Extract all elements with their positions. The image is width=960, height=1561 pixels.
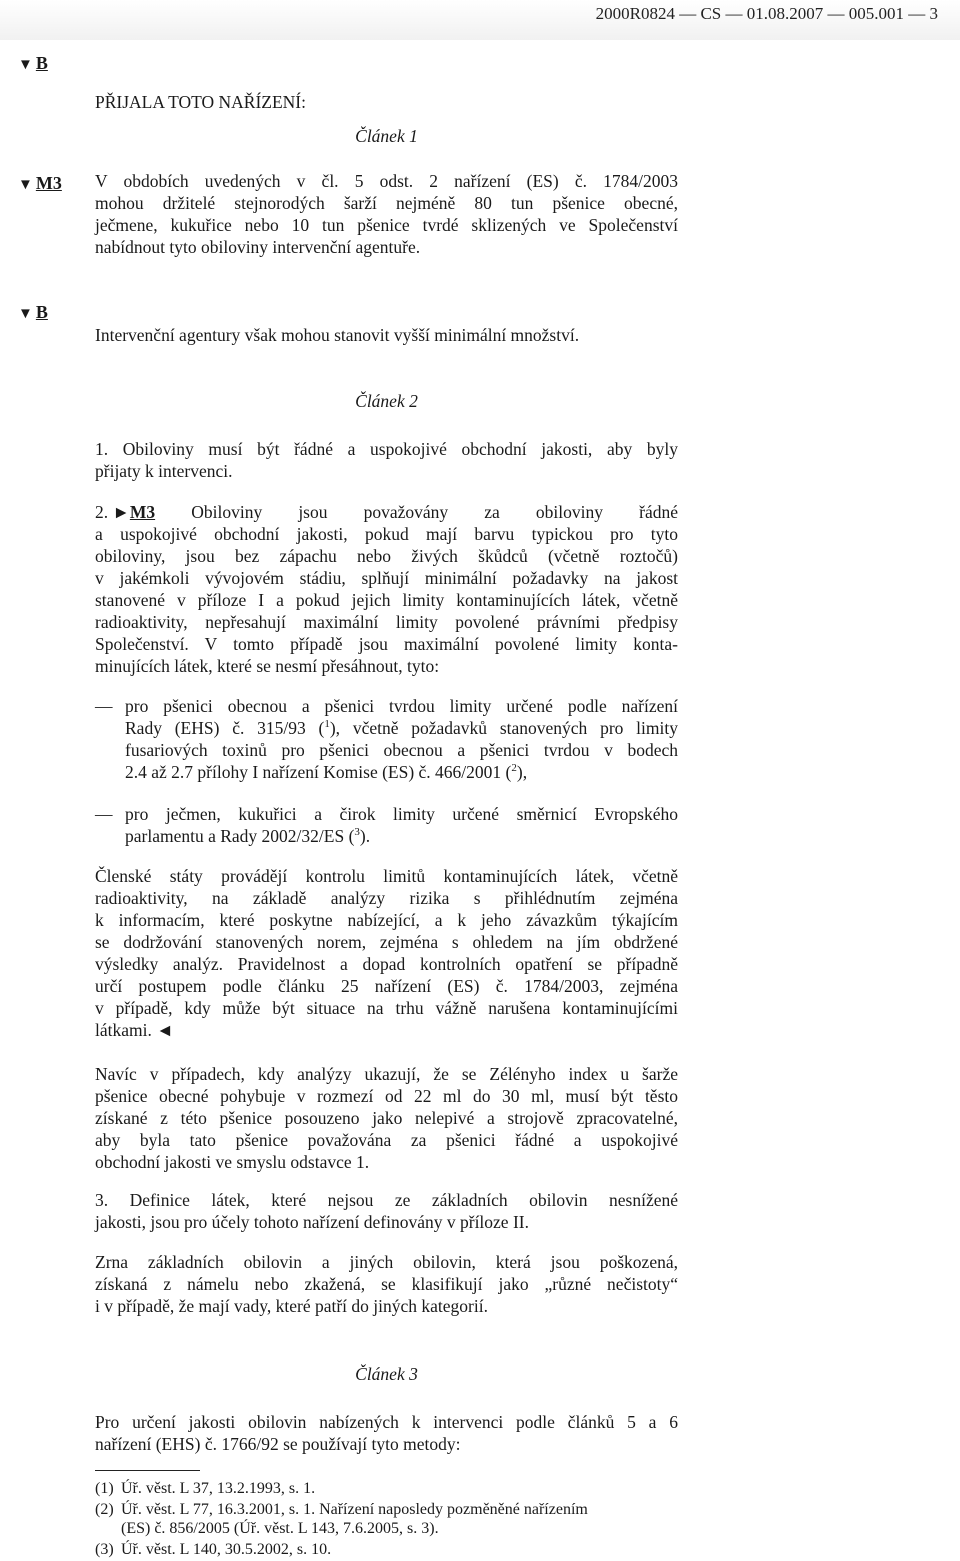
text-line: Navíc v případech, kdy analýzy ukazují, že se Zélényho index u šarže bbox=[95, 1064, 678, 1084]
text-line: pro pšenici obecnou a pšenici tvrdou limity určené podle nařízení bbox=[125, 696, 678, 716]
text-line: V obdobích uvedených v čl. 5 odst. 2 nařízení (ES) č. 1784/2003 bbox=[95, 171, 678, 191]
text-line: i v případě, že mají vady, které patří do jiných kategorií. bbox=[95, 1296, 488, 1316]
text-segment: Rady (EHS) č. 315/93 ( bbox=[125, 718, 325, 738]
text-line: (ES) č. 856/2005 (Úř. věst. L 143, 7.6.2005, s. 3). bbox=[121, 1520, 439, 1537]
paragraph-number: 2. bbox=[95, 502, 113, 522]
list-item bbox=[95, 695, 678, 783]
text-segment: ), včetně požadavků stanovených pro limity bbox=[329, 718, 678, 738]
amendment-marker-m3 bbox=[18, 172, 62, 196]
triangle-down-icon: ▼ bbox=[18, 177, 33, 193]
text-line bbox=[125, 717, 678, 739]
text-line: 1. Obiloviny musí být řádné a uspokojivé obchodní jakosti, aby byly bbox=[95, 439, 678, 459]
article-2-paragraph-5 bbox=[95, 1189, 678, 1233]
text-line: radioaktivity, na základě analýzy rizika s přihlédnutím zejména bbox=[95, 888, 678, 908]
text-segment: látkami. bbox=[95, 1020, 152, 1040]
text-segment: Obiloviny jsou považovány za obiloviny řádné bbox=[155, 502, 678, 522]
footnote-ref[interactable]: 2 bbox=[511, 762, 517, 775]
footnote-divider bbox=[95, 1470, 200, 1471]
text-line: výsledky analýz. Pravidelnost a dopad kontrolních opatření se případně bbox=[95, 954, 678, 974]
marker-code: B bbox=[35, 302, 48, 322]
text-segment: ). bbox=[359, 826, 371, 846]
text-line: pšenice obecné pohybuje v rozmezí od 22 ml do 30 ml, musí být těsto bbox=[95, 1086, 678, 1106]
triangle-down-icon: ▼ bbox=[18, 306, 33, 322]
text-line bbox=[125, 825, 678, 847]
footnote bbox=[95, 1479, 695, 1498]
footnote-ref[interactable]: 3 bbox=[354, 826, 360, 839]
article-1-title: Článek 1 bbox=[355, 126, 418, 146]
text-line: stanovené v příloze I a pokud jejich limity kontaminujících látek, včetně bbox=[95, 590, 678, 610]
text-line: pro ječmen, kukuřici a čirok limity určené směrnicí Evropského bbox=[125, 804, 678, 824]
article-2-paragraph-3 bbox=[95, 865, 678, 1041]
text-line: Úř. věst. L 37, 13.2.1993, s. 1. bbox=[121, 1480, 316, 1497]
article-3-title: Článek 3 bbox=[355, 1364, 418, 1384]
text-line bbox=[95, 501, 678, 523]
footnote-text bbox=[121, 1479, 691, 1498]
text-line: a uspokojivé obchodní jakosti, pokud mají barvu typickou pro tyto bbox=[95, 524, 678, 544]
text-line: obiloviny, jsou bez zápachu nebo živých škůdců (včetně roztočů) bbox=[95, 546, 678, 566]
text-line: radioaktivity, nepřesahují maximální limity povolené právními předpisy bbox=[95, 612, 678, 632]
text-segment: ), bbox=[516, 762, 528, 782]
dash-bullet: — bbox=[95, 804, 113, 824]
amendment-link-m3[interactable]: M3 bbox=[129, 502, 156, 522]
footnote-mark: (2) bbox=[95, 1501, 114, 1518]
text-line: mohou držitelé stejnorodých šarží nejméně 80 tun pšenice obecné, bbox=[95, 193, 678, 213]
text-line: v jakémkoli vývojovém stádiu, splňují minimální požadavky na jakost bbox=[95, 568, 678, 588]
arrow-left-icon: ◄ bbox=[156, 1020, 174, 1040]
list-item-text bbox=[125, 695, 678, 783]
footnote-text bbox=[121, 1500, 691, 1538]
text-line: minujících látek, které se nesmí přesáhnout, tyto: bbox=[95, 656, 440, 676]
text-line: fusariových toxinů pro pšenici obecnou a pšenici tvrdou v bodech bbox=[125, 740, 678, 760]
text-segment: parlamentu a Rady 2002/32/ES ( bbox=[125, 826, 355, 846]
text-line: ječmene, kukuřice nebo 10 tun pšenice tvrdé sklizených ve Společenství bbox=[95, 215, 678, 235]
article-3-paragraph-1 bbox=[95, 1411, 678, 1455]
text-line: Zrna základních obilovin a jiných obilovin, která jsou poškozená, bbox=[95, 1252, 678, 1272]
article-2-title: Článek 2 bbox=[355, 391, 418, 411]
footnote-text bbox=[121, 1540, 691, 1559]
footnote-ref[interactable]: 1 bbox=[324, 718, 330, 731]
text-line: jakosti, jsou pro účely tohoto nařízení definovány v příloze II. bbox=[95, 1212, 529, 1232]
text-line: přijaty k intervenci. bbox=[95, 461, 233, 481]
article-1-paragraph-2: Intervenční agentury však mohou stanovit vyšší minimální množství. bbox=[95, 325, 580, 345]
amendment-marker-b bbox=[18, 52, 48, 76]
text-line: k informacím, které poskytne nabízející, a k jeho závazkům týkajícím bbox=[95, 910, 678, 930]
text-line: Úř. věst. L 77, 16.3.2001, s. 1. Nařízení naposledy pozměněné nařízením bbox=[121, 1501, 588, 1518]
footnote bbox=[95, 1540, 695, 1559]
text-line: získané z této pšenice posouzeno jako nelepivé a strojově zpracovatelné, bbox=[95, 1108, 678, 1128]
text-line: určí postupem podle článku 25 nařízení (ES) č. 1784/2003, zejména bbox=[95, 976, 678, 996]
text-line: Členské státy provádějí kontrolu limitů kontaminujících látek, včetně bbox=[95, 866, 678, 886]
article-2-paragraph-4 bbox=[95, 1063, 678, 1173]
triangle-down-icon: ▼ bbox=[18, 57, 33, 73]
marker-code: B bbox=[35, 53, 48, 73]
text-line: obchodní jakosti ve smyslu odstavce 1. bbox=[95, 1152, 370, 1172]
page-header bbox=[0, 0, 960, 40]
text-line: se dodržování stanovených norem, zejména s ohledem na jím obdržené bbox=[95, 932, 678, 952]
text-line: nařízení (EHS) č. 1766/92 se používají tyto metody: bbox=[95, 1434, 461, 1454]
footnote bbox=[95, 1500, 695, 1538]
list-item-text bbox=[125, 803, 678, 847]
text-line bbox=[125, 761, 678, 783]
text-line: aby byla tato pšenice považována za pšenici řádné a uspokojivé bbox=[95, 1130, 678, 1150]
text-line: v případě, kdy může být situace na trhu vážně narušena kontaminujícími bbox=[95, 998, 678, 1018]
text-line: 3. Definice látek, které nejsou ze základních obilovin nesnížené bbox=[95, 1190, 678, 1210]
text-line: nabídnout tyto obiloviny intervenční agentuře. bbox=[95, 237, 421, 257]
amendment-marker-b bbox=[18, 301, 48, 325]
text-line: Společenství. V tomto případě jsou maximální povolené limity konta- bbox=[95, 634, 678, 654]
preamble: PŘIJALA TOTO NAŘÍZENÍ: bbox=[95, 92, 306, 112]
dash-bullet: — bbox=[95, 696, 113, 716]
article-2-paragraph-1 bbox=[95, 438, 678, 482]
arrow-right-icon: ► bbox=[112, 502, 130, 522]
document-reference: 2000R0824 — CS — 01.08.2007 — 005.001 — 3 bbox=[595, 4, 938, 23]
article-2-paragraph-2 bbox=[95, 501, 678, 677]
text-segment: 2.4 až 2.7 přílohy I nařízení Komise (ES) č. 466/2001 ( bbox=[125, 762, 512, 782]
text-line: Pro určení jakosti obilovin nabízených k intervenci podle článků 5 a 6 bbox=[95, 1412, 678, 1432]
article-2-paragraph-6 bbox=[95, 1251, 678, 1317]
footnote-mark: (1) bbox=[95, 1480, 114, 1497]
text-line: Úř. věst. L 140, 30.5.2002, s. 10. bbox=[121, 1541, 332, 1558]
article-1-paragraph-1 bbox=[95, 170, 678, 258]
text-line: získaná z námelu nebo zkažená, se klasifikují jako „různé nečistoty“ bbox=[95, 1274, 678, 1294]
text-line bbox=[95, 1019, 678, 1041]
marker-code: M3 bbox=[35, 173, 62, 193]
footnote-mark: (3) bbox=[95, 1541, 114, 1558]
list-item bbox=[95, 803, 678, 847]
